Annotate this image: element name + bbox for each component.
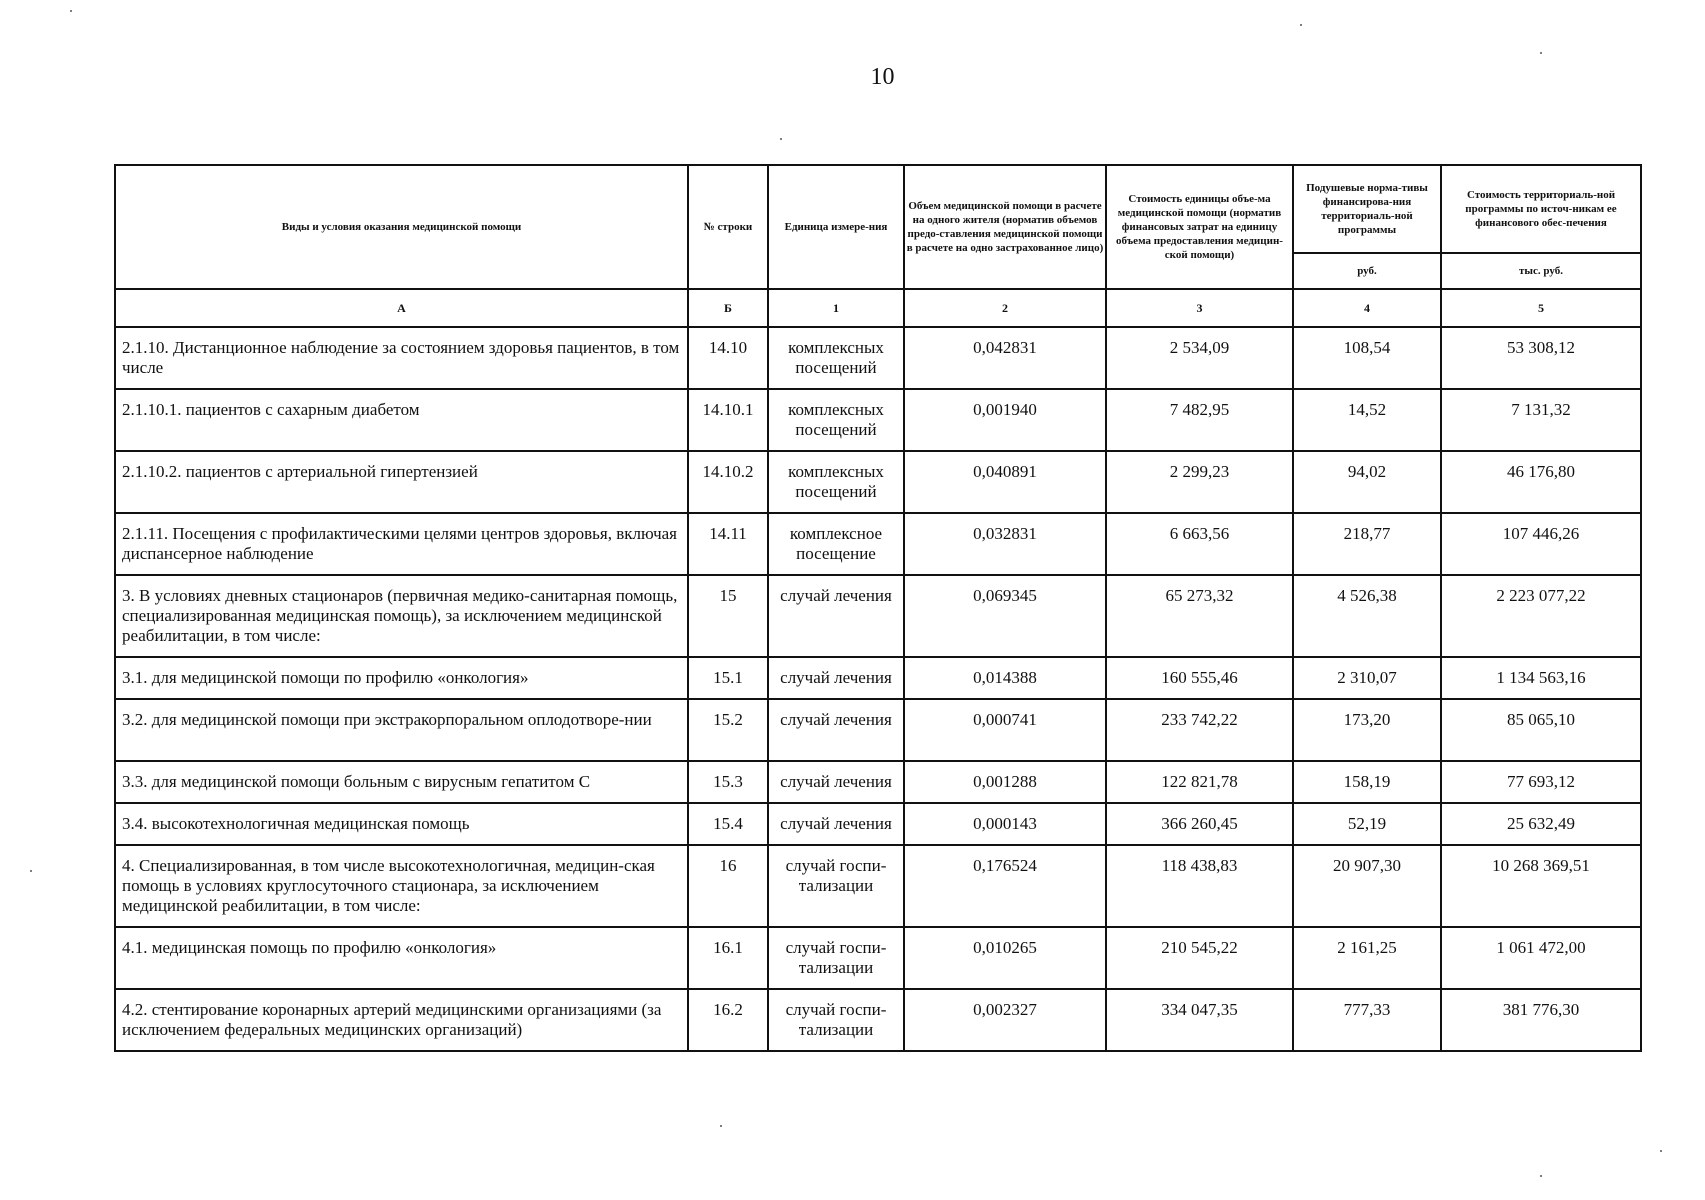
row-per-capita: 2 161,25 (1337, 938, 1397, 957)
row-total: 85 065,10 (1507, 710, 1575, 729)
table-row (115, 327, 1641, 389)
row-unit-cell (768, 513, 904, 575)
row-unit-cost-cell (1106, 657, 1293, 699)
row-total: 1 134 563,16 (1496, 668, 1586, 687)
letter-b: Б (688, 289, 768, 327)
row-unit-cell (768, 451, 904, 513)
row-unit-cost-cell (1106, 699, 1293, 761)
row-unit-cost-cell (1106, 803, 1293, 845)
row-unit-cell (768, 699, 904, 761)
financing-table (114, 164, 1642, 1052)
page-number: 10 (870, 64, 895, 90)
row-name: 3.2. для медицинской помощи при экстракорпоральном оплодотворе-нии (122, 710, 652, 729)
row-per-capita-cell (1293, 699, 1441, 761)
scan-speck (720, 1125, 722, 1127)
row-per-capita: 777,33 (1343, 1000, 1391, 1019)
row-per-capita: 108,54 (1343, 338, 1391, 357)
row-unit-cost-cell (1106, 451, 1293, 513)
row-name: 3. В условиях дневных стационаров (первичная медико-санитарная помощь, специализированная медицинская помощь), за исключением медицинской реабилитации, в том числе: (122, 586, 678, 645)
row-unit-cost: 366 260,45 (1161, 814, 1238, 833)
row-unit-cost: 65 273,32 (1165, 586, 1234, 605)
row-total-cell (1441, 389, 1641, 451)
row-unit: случай лечения (780, 710, 892, 729)
row-unit-cell (768, 761, 904, 803)
row-name-cell (115, 927, 688, 989)
row-name: 3.1. для медицинской помощи по профилю «онкология» (122, 668, 529, 687)
row-number-cell (688, 327, 768, 389)
row-unit-cost-cell (1106, 927, 1293, 989)
row-per-capita: 14,52 (1347, 400, 1387, 419)
row-unit: случай лечения (780, 668, 892, 687)
row-unit: комплексных посещений (788, 462, 884, 501)
row-total: 2 223 077,22 (1496, 586, 1586, 605)
row-volume: 0,000143 (973, 814, 1037, 833)
row-volume: 0,000741 (973, 710, 1037, 729)
row-per-capita-cell (1293, 327, 1441, 389)
header-volume: Объем медицинской помощи в расчете на одного жителя (норматив объемов предо-ставления медицинской помощи в расчете на одно застрахованное лицо) (904, 165, 1106, 289)
row-unit-cost: 233 742,22 (1161, 710, 1238, 729)
row-name-cell (115, 389, 688, 451)
row-number-cell (688, 657, 768, 699)
row-number-cell (688, 845, 768, 927)
scan-speck (1300, 24, 1302, 26)
letter-2: 2 (904, 289, 1106, 327)
row-unit-cost-cell (1106, 845, 1293, 927)
row-unit-cell (768, 657, 904, 699)
row-volume: 0,040891 (973, 462, 1037, 481)
row-number: 14.10 (708, 338, 748, 357)
scan-speck (1540, 52, 1542, 54)
row-total-cell (1441, 575, 1641, 657)
row-number-cell (688, 927, 768, 989)
row-volume-cell (904, 389, 1106, 451)
row-total-cell (1441, 989, 1641, 1051)
row-total-cell (1441, 803, 1641, 845)
row-volume: 0,042831 (973, 338, 1037, 357)
row-volume-cell (904, 513, 1106, 575)
header-row-number: № строки (688, 165, 768, 289)
row-name: 2.1.10.2. пациентов с артериальной гипертензией (122, 462, 478, 481)
row-total-cell (1441, 513, 1641, 575)
row-per-capita: 52,19 (1347, 814, 1387, 833)
row-total-cell (1441, 451, 1641, 513)
row-per-capita-cell (1293, 513, 1441, 575)
header-unit-cost: Стоимость единицы объе-ма медицинской помощи (норматив финансовых затрат на единицу объема предоставления медицин-ской помощи) (1106, 165, 1293, 289)
row-number: 16.2 (713, 1000, 743, 1019)
row-per-capita-cell (1293, 989, 1441, 1051)
row-name-cell (115, 803, 688, 845)
row-name: 2.1.10.1. пациентов с сахарным диабетом (122, 400, 420, 419)
row-unit: комплексных посещений (788, 400, 884, 439)
row-total-cell (1441, 699, 1641, 761)
row-number: 14.10.2 (702, 462, 754, 481)
scan-speck (30, 870, 32, 872)
scan-speck (780, 138, 782, 140)
row-volume: 0,002327 (973, 1000, 1037, 1019)
row-volume: 0,010265 (973, 938, 1037, 957)
row-name: 3.3. для медицинской помощи больным с вирусным гепатитом С (122, 772, 591, 791)
row-total: 77 693,12 (1507, 772, 1575, 791)
row-number: 15.3 (713, 772, 743, 791)
row-number: 15.4 (713, 814, 743, 833)
row-unit-cost-cell (1106, 575, 1293, 657)
row-name: 4.1. медицинская помощь по профилю «онкология» (122, 938, 497, 957)
row-total: 10 268 369,51 (1492, 856, 1590, 875)
row-volume-cell (904, 927, 1106, 989)
row-total: 53 308,12 (1507, 338, 1575, 357)
row-name: 4.2. стентирование коронарных артерий медицинскими организациями (за исключением федеральных медицинских организаций) (122, 1000, 662, 1039)
row-per-capita: 158,19 (1343, 772, 1391, 791)
row-per-capita: 94,02 (1347, 462, 1387, 481)
row-per-capita-cell (1293, 927, 1441, 989)
row-unit-cost: 6 663,56 (1169, 524, 1230, 543)
header-unit: Единица измере-ния (768, 165, 904, 289)
row-name: 2.1.11. Посещения с профилактическими целями центров здоровья, включая диспансерное наблюдение (122, 524, 677, 563)
row-total: 107 446,26 (1502, 524, 1580, 543)
header-per-capita: Подушевые норма-тивы финансирова-ния территориаль-ной программы (1293, 165, 1441, 253)
row-volume-cell (904, 845, 1106, 927)
row-number: 15.1 (713, 668, 743, 687)
row-total-cell (1441, 845, 1641, 927)
row-unit-cell (768, 803, 904, 845)
row-per-capita-cell (1293, 389, 1441, 451)
row-unit: случай лечения (780, 772, 892, 791)
row-name-cell (115, 989, 688, 1051)
row-unit-cell (768, 327, 904, 389)
row-per-capita: 20 907,30 (1333, 856, 1401, 875)
row-unit-cell (768, 575, 904, 657)
letter-5: 5 (1441, 289, 1641, 327)
row-volume: 0,032831 (973, 524, 1037, 543)
row-unit-cell (768, 989, 904, 1051)
row-unit-cost-cell (1106, 761, 1293, 803)
row-per-capita: 4 526,38 (1337, 586, 1397, 605)
row-unit-cost: 2 299,23 (1169, 462, 1230, 481)
row-total: 1 061 472,00 (1496, 938, 1586, 957)
row-number: 16.1 (713, 938, 743, 957)
row-unit-cost-cell (1106, 989, 1293, 1051)
row-unit-cost: 122 821,78 (1161, 772, 1238, 791)
row-number-cell (688, 513, 768, 575)
row-unit: случай госпи-тализации (785, 856, 887, 895)
row-name-cell (115, 327, 688, 389)
row-total: 25 632,49 (1507, 814, 1575, 833)
row-number-cell (688, 803, 768, 845)
scan-speck (1540, 1175, 1542, 1177)
table-row (115, 927, 1641, 989)
row-name-cell (115, 575, 688, 657)
row-name: 3.4. высокотехнологичная медицинская помощь (122, 814, 470, 833)
row-volume-cell (904, 451, 1106, 513)
row-unit-cost: 7 482,95 (1169, 400, 1230, 419)
table-row (115, 513, 1641, 575)
row-per-capita-cell (1293, 845, 1441, 927)
row-number-cell (688, 699, 768, 761)
table-row (115, 845, 1641, 927)
table-row (115, 699, 1641, 761)
row-name-cell (115, 699, 688, 761)
scan-speck (1660, 1150, 1662, 1152)
row-name-cell (115, 513, 688, 575)
row-volume: 0,001288 (973, 772, 1037, 791)
row-volume: 0,069345 (973, 586, 1037, 605)
table-row (115, 803, 1641, 845)
row-number: 15.2 (713, 710, 743, 729)
row-volume: 0,176524 (973, 856, 1037, 875)
table-row (115, 989, 1641, 1051)
row-number-cell (688, 575, 768, 657)
row-volume-cell (904, 989, 1106, 1051)
row-per-capita-cell (1293, 657, 1441, 699)
row-number: 16 (719, 856, 737, 875)
row-per-capita-cell (1293, 451, 1441, 513)
row-name-cell (115, 845, 688, 927)
row-name: 4. Специализированная, в том числе высокотехнологичная, медицин-ская помощь в условиях круглосуточного стационара, за исключением медицинской реабилитации, в том числе: (122, 856, 655, 915)
row-total: 46 176,80 (1507, 462, 1575, 481)
row-number: 14.10.1 (702, 400, 754, 419)
row-total: 7 131,32 (1511, 400, 1571, 419)
row-unit-cost: 210 545,22 (1161, 938, 1238, 957)
row-volume-cell (904, 657, 1106, 699)
row-number: 14.11 (709, 524, 747, 543)
row-volume-cell (904, 699, 1106, 761)
row-per-capita: 218,77 (1343, 524, 1391, 543)
scan-speck (70, 10, 72, 12)
row-name: 2.1.10. Дистанционное наблюдение за состоянием здоровья пациентов, в том числе (122, 338, 680, 377)
row-unit-cell (768, 845, 904, 927)
row-unit: случай госпи-тализации (785, 938, 887, 977)
letter-1: 1 (768, 289, 904, 327)
header-unit-rub: руб. (1293, 253, 1441, 289)
row-per-capita-cell (1293, 803, 1441, 845)
row-unit-cell (768, 927, 904, 989)
row-unit-cell (768, 389, 904, 451)
header-unit-thousand-rub: тыс. руб. (1441, 253, 1641, 289)
row-name-cell (115, 451, 688, 513)
row-unit-cost-cell (1106, 389, 1293, 451)
row-unit: случай лечения (780, 586, 892, 605)
row-per-capita-cell (1293, 761, 1441, 803)
row-unit-cost: 118 438,83 (1161, 856, 1238, 875)
row-per-capita: 2 310,07 (1337, 668, 1397, 687)
header-program-cost: Стоимость территориаль-ной программы по источ-никам ее финансового обес-печения (1441, 165, 1641, 253)
row-volume-cell (904, 761, 1106, 803)
row-volume: 0,014388 (973, 668, 1037, 687)
row-number-cell (688, 989, 768, 1051)
letter-3: 3 (1106, 289, 1293, 327)
header-name: Виды и условия оказания медицинской помощи (115, 165, 688, 289)
table-row (115, 761, 1641, 803)
row-unit-cost-cell (1106, 327, 1293, 389)
row-unit: случай госпи-тализации (785, 1000, 887, 1039)
table-row (115, 575, 1641, 657)
row-volume-cell (904, 327, 1106, 389)
row-unit-cost-cell (1106, 513, 1293, 575)
letter-a: А (115, 289, 688, 327)
row-unit-cost: 160 555,46 (1161, 668, 1238, 687)
row-volume-cell (904, 803, 1106, 845)
row-unit: случай лечения (780, 814, 892, 833)
row-total: 381 776,30 (1502, 1000, 1580, 1019)
row-unit: комплексное посещение (789, 524, 883, 563)
table-row (115, 657, 1641, 699)
table-row (115, 451, 1641, 513)
row-unit: комплексных посещений (788, 338, 884, 377)
table-row (115, 389, 1641, 451)
row-number-cell (688, 451, 768, 513)
row-total-cell (1441, 761, 1641, 803)
row-volume-cell (904, 575, 1106, 657)
row-name-cell (115, 761, 688, 803)
row-per-capita: 173,20 (1343, 710, 1391, 729)
row-number-cell (688, 761, 768, 803)
row-total-cell (1441, 327, 1641, 389)
row-name-cell (115, 657, 688, 699)
row-number-cell (688, 389, 768, 451)
letter-4: 4 (1293, 289, 1441, 327)
row-volume: 0,001940 (973, 400, 1037, 419)
row-per-capita-cell (1293, 575, 1441, 657)
row-unit-cost: 334 047,35 (1161, 1000, 1238, 1019)
row-total-cell (1441, 927, 1641, 989)
row-total-cell (1441, 657, 1641, 699)
row-number: 15 (719, 586, 737, 605)
row-unit-cost: 2 534,09 (1169, 338, 1230, 357)
